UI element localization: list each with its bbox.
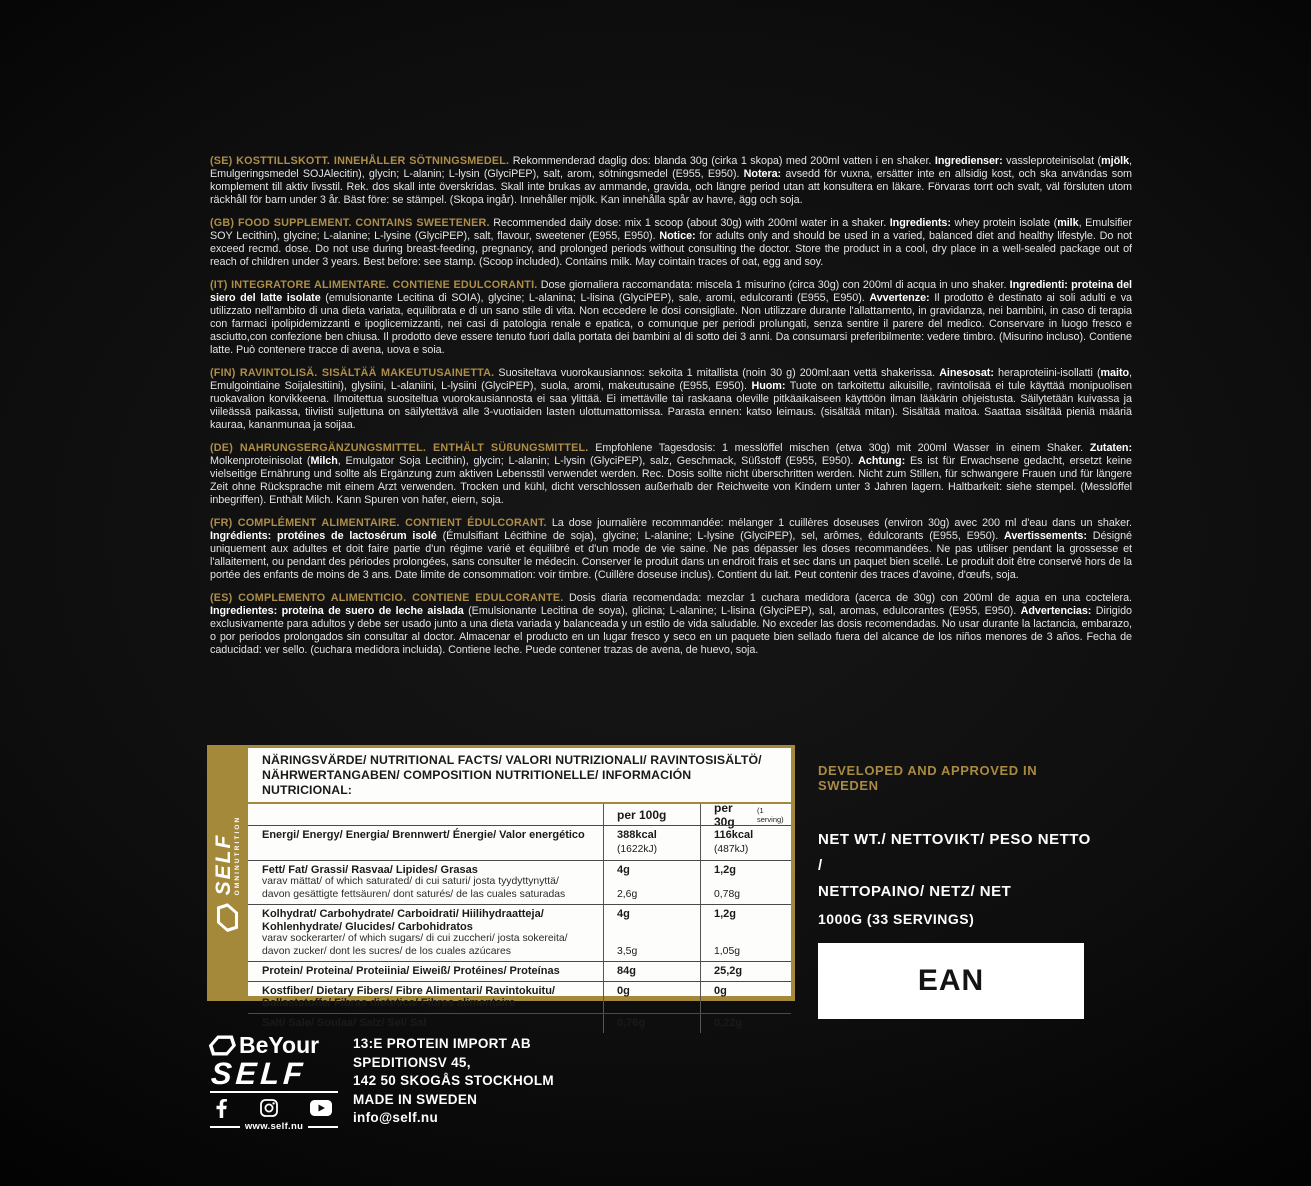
value-per-100g: 84g	[603, 962, 700, 981]
website-url: www.self.nu	[244, 1121, 304, 1132]
nutrition-rows	[248, 825, 791, 1033]
net-weight-label	[818, 827, 1098, 905]
social-icons-row	[210, 1098, 338, 1118]
col-per-30g-note: (1 serving)	[756, 805, 784, 824]
paragraph-header-de: (DE) NAHRUNGSERGÄNZUNGSMITTEL. ENTHÄLT SÜßUNGSMITTEL.	[210, 442, 589, 454]
instagram-icon	[260, 1099, 278, 1117]
address-line: MADE IN SWEDEN	[353, 1091, 478, 1107]
band-brand-name: SELF	[212, 833, 236, 896]
value-per-30g: 116kcal (487kJ)	[700, 826, 791, 860]
nutrition-table	[207, 745, 795, 1030]
value-per-30g: 0,22g	[700, 1014, 791, 1033]
logo-divider	[210, 1091, 338, 1093]
self-omninutrition-side-band	[207, 748, 248, 996]
value-per-30g: 0g	[700, 982, 791, 1014]
nutrient-label: Salt/ Sale/ Soulaa/ Salz/ Sel/ Sal	[262, 1017, 427, 1030]
paragraph-header-gb: (GB) FOOD SUPPLEMENT. CONTAINS SWEETENER.	[210, 217, 490, 229]
address-line: info@self.nu	[353, 1110, 439, 1125]
paragraph-header-es: (ES) COMPLEMENTO ALIMENTICIO. CONTIENE EDULCORANTE.	[210, 592, 564, 604]
value-per-30g: 25,2g	[700, 962, 791, 981]
brand-footer	[210, 1032, 554, 1132]
paragraph-header-fin: (FIN) RAVINTOLISÄ. SISÄLTÄÄ MAKEUTUSAINETTA.	[210, 367, 495, 379]
brand-self-wordmark: SELF	[209, 1056, 308, 1091]
value-per-100g: 4g 2,6g	[603, 861, 700, 904]
right-info-column	[818, 763, 1098, 1019]
nutrient-label: Energi/ Energy/ Energia/ Brennwert/ Énergie/ Valor energético	[262, 829, 585, 841]
youtube-icon	[310, 1100, 332, 1116]
paragraph-header-se: (SE) KOSTTILLSKOTT. INNEHÅLLER SÖTNINGSMEDEL.	[210, 155, 510, 167]
nutrition-title-line2: NÄHRWERTANGABEN/ COMPOSITION NUTRITIONELLE/ INFORMACIÓN NUTRICIONAL:	[262, 768, 692, 797]
ean-barcode-placeholder	[818, 943, 1084, 1019]
self-hexagon-logo-icon	[210, 1035, 235, 1056]
paragraph-gb: (GB) FOOD SUPPLEMENT. CONTAINS SWEETENER. Recommended daily dose: mix 1 scoop (about 30g) with 200ml water in a shaker. Ingredients: whey protein isolate (milk, Emulsifier SOY Lecithin), glycine; L-alanine; L-lysine (GlyciPEP), salt, flavour, sweetener (E955, E950). Notice: for adults only and should be used in a varied, balanced diet and healthy lifestyle. Do not exceed recmd. dose. Do not use during breast-feeding, pregnancy, and prolonged periods without consulting the doctor. Store the product in a cool, dry place in a well-sealed package out of reach of children under 3 years. Best before: see stamp. (Scoop included). Contains milk. May cointain traces of oat, egg and soy.	[210, 217, 1132, 268]
nutrition-title	[248, 748, 791, 804]
value-per-100g: 0,76g	[603, 1014, 700, 1033]
address-line: 142 50 SKOGÅS STOCKHOLM	[353, 1073, 554, 1088]
address-line: 13:E PROTEIN IMPORT AB	[353, 1036, 531, 1051]
nutrition-row	[248, 860, 791, 904]
nutrition-title-line1: NÄRINGSVÄRDE/ NUTRITIONAL FACTS/ VALORI NUTRIZIONALI/ RAVINTOSISÄLTÖ/	[262, 753, 762, 767]
address-line: SPEDITIONSV 45,	[353, 1054, 471, 1070]
net-weight-line2: NETTOPAINO/ NETZ/ NET	[818, 883, 1012, 900]
paragraph-fin: (FIN) RAVINTOLISÄ. SISÄLTÄÄ MAKEUTUSAINETTA. Suositeltava vuorokausiannos: sekoita 1 mitallista (noin 30 g) 200ml:aan vettä shakerissa. Ainesosat: heraproteiini-isollatti (maito, Emulgointiaine Soijalesitiini), glysiini, L-alaniini, L-lysiini (GlyciPEP), suola, aromi, makeutusaine (E955, E950). Huom: Tuote on tarkoitettu aikuisille, ravintolisää ei tule käyttää monipuolisen ruokavalion korvikkeena. Ilmoitettua suositeltua vuorokausiannosta ei saa ylittää. Ei imettäville tai raskaana oleville pitkäaikaiseen käyttöön ilman lääkärin ohjeistusta. Säilytetään kuivassa ja viileässä paikassa, tiiviisti suljettuna on säilytettävä alle 3-vuotiaiden lasten ulottumattomissa. Parasta ennen: katso leimaus. (sisältää mitan). Sisältää maitoa. Saattaa sisältää pieniä määriä kauraa, kananmunaa ja soijaa.	[210, 367, 1133, 431]
brand-beyour-text: BeYour	[239, 1032, 320, 1058]
nutrition-row	[248, 825, 791, 860]
self-hexagon-logo-icon	[216, 904, 239, 931]
value-per-100g: 4g 3,5g	[603, 905, 700, 961]
nutrient-label: Protein/ Proteina/ Proteiinia/ Eiweiß/ Protéines/ Proteínas	[262, 964, 560, 977]
value-per-30g: 1,2g 0,78g	[700, 861, 791, 904]
net-weight-line1: NET WT./ NETTOVIKT/ PESO NETTO /	[818, 831, 1091, 874]
ean-label: EAN	[917, 964, 985, 997]
facebook-icon	[216, 1099, 227, 1118]
paragraph-header-it: (IT) INTEGRATORE ALIMENTARE. CONTIENE EDULCORANTI.	[210, 279, 538, 291]
paragraph-fr: (FR) COMPLÉMENT ALIMENTAIRE. CONTIENT ÉDULCORANT. La dose journalière recommandée: mélanger 1 cuillères doseuses (environ 30g) avec 200 ml d'eau dans un shaker. Ingrédients: protéines de lactosérum isolé (Émulsifiant Lécithine de soja), glycine; L-alanine; L-lysine (GlyciPEP), sel, arômes, édulcorants (E955, E950). Avertissements: Désigné uniquement aux adultes et doit faire partie d'un régime varié et équilibré et d'un mode de vie saine. Ne pas dépasser les doses recommandées. Ne pas utiliser pendant la grossesse et l'allaitement, ou pendant des périodes prolongées, sans consulter le médecin. Conserver le produit dans un endroit frais et sec dans un paquet bien scellé. Le produit doit être conservé hors de la portée des enfants de moins de 3 ans. Date limite de consommation: voir timbre. (Cuillère doseuse inclus). Contient du lait. Peut contenir des traces d'avoine, d'œufs, soja.	[210, 517, 1132, 581]
paragraph-header-fr: (FR) COMPLÉMENT ALIMENTAIRE. CONTIENT ÉDULCORANT.	[210, 517, 547, 529]
nutrient-label: Kostfiber/ Dietary Fibers/ Fibre Alimentari/ Ravintokuitu/ Ballaststoffe/ Fibras dietetica/ Fibres alimentaire	[262, 984, 555, 1010]
website-line	[210, 1121, 338, 1132]
value-per-100g: 388kcal (1622kJ)	[603, 826, 700, 860]
importer-address	[353, 1032, 554, 1132]
nutrient-label: Fett/ Fat/ Grassi/ Rasvaa/ Lipides/ Grasas varav mättat/ of which saturated/ di cui saturi/ josta tyydyttynyttä/ davon gesättigte fettsäuren/ dont saturés/ de las cuales saturadas	[262, 863, 566, 900]
col-per-100g: per 100g	[603, 804, 700, 825]
nutrition-row	[248, 961, 791, 981]
band-brand-sub: OMNINUTRITION	[234, 815, 242, 896]
paragraph-de: (DE) NAHRUNGSERGÄNZUNGSMITTEL. ENTHÄLT SÜßUNGSMITTEL. Empfohlene Tagesdosis: 1 messlöffel mischen (etwa 30g) mit 200ml Wasser in einem Shaker. Zutaten: Molkenproteinisolat (Milch, Emulgator Soja Lecithin), glycin; L-alanin; L-lysin (GlyciPEP), salz, Geschmack, Süßstoff (E955, E950). Achtung: Es ist für Erwachsene gedacht, ersetzt keine vielseitige Ernährung und sollte als Ergänzung zum aktiven Lebensstil verwendet werden. Rec. Dosis sollte nicht überschritten werden. Nicht zum Stillen, für schwangere Frauen und für längere Zeit ohne Rücksprache mit einem Arzt verwenden. Trocken und kühl, dicht verschlossen außerhalb der Reichweite von Kindern unter 3 Jahren lagern. Haltbarkeit: siehe stempel. (Messlöffel inbegriffen). Enthält Milch. Kann Spuren von hafer, eiern, soja.	[210, 442, 1133, 506]
nutrition-row	[248, 981, 791, 1014]
col-per-30g: per 30g (1 serving)	[700, 804, 791, 825]
net-weight-value: 1000G (33 SERVINGS)	[818, 911, 975, 927]
nutrition-column-headers	[248, 800, 791, 829]
nutrient-label: Kolhydrat/ Carbohydrate/ Carboidrati/ Hiilihydraatteja/ Kohlenhydrate/ Glucides/ Carbohidratos varav sockerarter/ of which sugars/ di cui zuccheri/ josta sokereita/ davon zucker/ dont les sucres/ de los cuales azúcares	[262, 907, 568, 957]
multilingual-directions	[210, 155, 1132, 667]
beyourself-logo	[210, 1032, 338, 1132]
developed-in-sweden-label: DEVELOPED AND APPROVED IN SWEDEN	[818, 763, 1038, 793]
nutrition-row	[248, 904, 791, 961]
value-per-100g: 0g	[603, 982, 700, 1014]
paragraph-it: (IT) INTEGRATORE ALIMENTARE. CONTIENE EDULCORANTI. Dose giornaliera raccomandata: miscela 1 misurino (circa 30g) con 200ml di acqua in uno shaker. Ingredienti: proteina del siero del latte isolate (emulsionante Lecitina di SOIA), glycine; L-alanina; L-lisina (GlyciPEP), sale, aromi, edulcoranti (E955, E950). Avvertenze: Il prodotto è destinato ai soli adulti e va utilizzato nell'ambito di una dieta variata, equilibrata e di un sano stile di vita. Non eccedere le dosi consigliate. Non utilizzare durante l'allattamento, in gravidanza, nei bambini, in caso di terapia con farmaci ipolipidemizzanti e ipoglicemizzanti, nei casi di patologia renale e epatica, o comunque per periodi prolungati, senza sentire il parere del medico. Conservare in luogo fresco e asciutto,con confezione ben chiusa. Il prodotto deve essere tenuto fuori dalla portata dei bambini al di sotto dei 3 anni. Da consumarsi preferibilmente: vedere timbro. (Misurino incluso). Contiene latte. Può contenere tracce di avena, uova e soia.	[210, 279, 1132, 356]
nutrition-row	[248, 1013, 791, 1033]
paragraph-es: (ES) COMPLEMENTO ALIMENTICIO. CONTIENE EDULCORANTE. Dosis diaria recomendada: mezclar 1 cuchara medidora (acerca de 30g) con 200ml de agua en una coctelera. Ingredientes: proteína de suero de leche aislada (Emulsionante Lecitina de soya), glicina; L-alanine; L-lisina (GlyciPEP), sal, aromas, edulcorantes (E955, E950). Advertencias: Dirigido exclusivamente para adultos y debe ser usado junto a una dieta variada y balanceada y un estilo de vida saludable. No exceder las dosis recomendadas. No usar durante la lactancia, embarazo, o por periodos prolongados sin consultar al doctor. Almacenar el producto en un lugar fresco y seco en un paquete bien sellado fuera del alcance de los niños menores de 3 años. Fecha de caducidad: ver sello. (cuchara medidora incluida). Contiene leche. Puede contener trazas de avena, de huevo, soja.	[210, 592, 1132, 656]
paragraph-se: (SE) KOSTTILLSKOTT. INNEHÅLLER SÖTNINGSMEDEL. Rekommenderad daglig dos: blanda 30g (cirka 1 skopa) med 200ml vatten i en shaker. Ingredienser: vassleproteinisolat (mjölk, Emulgeringsmedel SOJAlecitin), glycin; L-alanin; L-lysin (GlyciPEP), salt, arom, sötningsmedel (E955, E950). Notera: avsedd för vuxna, ersätter inte en allsidig kost, och ska användas som komplement till aktiv livsstil. Rek. dos skall inte överskridas. Skall inte brukas av ammande, gravida, och längre period utan att konsultera en läkare. Förvaras torrt och svalt, väl försluten utom räckhåll för barn under 3 år. Bäst före: se stämpel. (Skopa ingår). Innehåller mjölk. Kan innehålla spår av havre, ägg och soja.	[210, 155, 1133, 206]
value-per-30g: 1,2g 1,05g	[700, 905, 791, 961]
